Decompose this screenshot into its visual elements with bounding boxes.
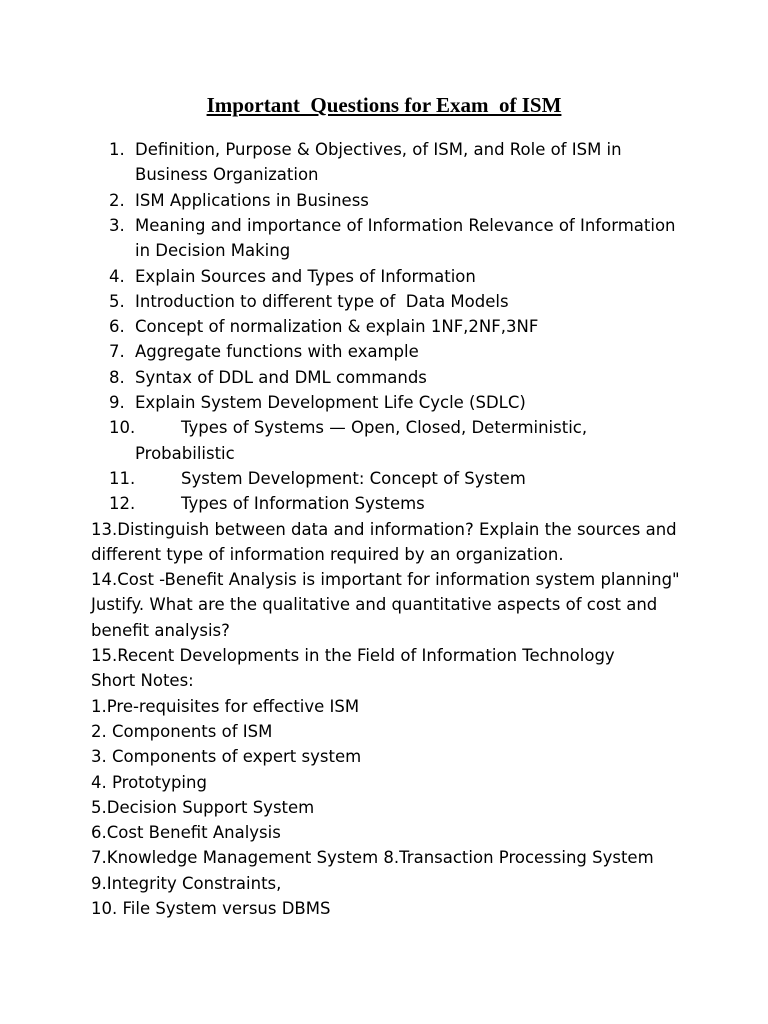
short-note-text: 4. Prototyping [91, 772, 207, 792]
question-number: 8. [109, 367, 125, 387]
question-text: ISM Applications in Business [135, 190, 369, 210]
short-note-text: 3. Components of expert system [91, 747, 362, 767]
question-number: 9. [109, 393, 125, 412]
question-number: 4. [109, 266, 125, 286]
page-title: Important Questions for Exam of ISM [206, 93, 562, 117]
question-number: 3. [109, 215, 125, 235]
long-question-text: benefit analysis? [91, 620, 230, 640]
question-text: Explain Sources and Types of Information [135, 266, 476, 286]
question-text: Introduction to different type of Data Models [135, 291, 509, 311]
question-text: Concept of normalization & explain 1NF,2NF,3NF [135, 317, 539, 337]
short-note-text: 1.Pre-requisites for effective ISM [91, 696, 360, 716]
long-question-text: 14.Cost -Benefit Analysis is important for information system planning" [91, 570, 680, 590]
short-note-text: 5.Decision Support System [91, 797, 315, 817]
short-notes-heading-text: Short Notes: [91, 671, 194, 691]
long-question-text: 15.Recent Developments in the Field of Information Technology [91, 646, 615, 665]
short-note-text: 10. File System versus DBMS [91, 899, 331, 918]
question-text: Syntax of DDL and DML commands [135, 367, 427, 387]
short-note-text: 6.Cost Benefit Analysis [91, 823, 281, 843]
short-note-text: 2. Components of ISM [91, 721, 273, 741]
long-question-text: Justify. What are the qualitative and quantitative aspects of cost and [91, 595, 658, 615]
question-text-continued: Probabilistic [135, 443, 235, 463]
question-number: 5. [109, 291, 125, 311]
long-question-text: 13.Distinguish between data and information? Explain the sources and [91, 519, 677, 539]
short-note-text: 7.Knowledge Management System 8.Transaction Processing System [91, 848, 654, 868]
question-number: 11. [109, 468, 136, 488]
question-text: Definition, Purpose & Objectives, of ISM, and Role of ISM in [135, 140, 622, 159]
question-text: Explain System Development Life Cycle (SDLC) [135, 393, 526, 412]
question-number: 2. [109, 190, 125, 210]
long-question-text: different type of information required by an organization. [91, 544, 564, 564]
question-number: 7. [109, 342, 125, 362]
short-note-text: 9.Integrity Constraints, [91, 873, 282, 893]
question-number: 1. [109, 140, 125, 159]
question-text-continued: in Decision Making [135, 241, 291, 261]
question-number: 12. [109, 494, 136, 514]
question-text: Aggregate functions with example [135, 342, 419, 362]
question-text: System Development: Concept of System [181, 468, 526, 488]
question-text-continued: Business Organization [135, 165, 319, 185]
question-text: Meaning and importance of Information Relevance of Information [135, 215, 676, 235]
question-text: Types of Information Systems [181, 494, 425, 514]
question-number: 10. [109, 418, 136, 438]
question-text: Types of Systems — Open, Closed, Deterministic, [181, 418, 588, 438]
question-number: 6. [109, 317, 125, 337]
